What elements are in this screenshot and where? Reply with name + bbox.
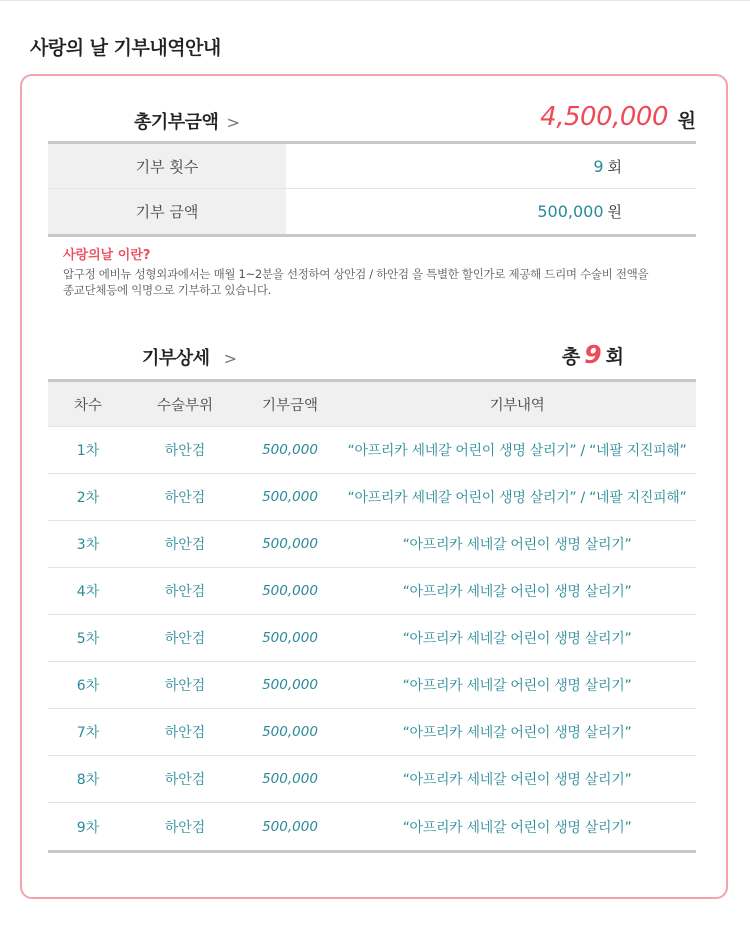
summary-row-amount	[48, 189, 696, 234]
cell-part: 하안검	[164, 772, 206, 788]
detail-label[interactable]	[142, 344, 236, 370]
cell-desc: “아프리카 세네갈 어린이 생명 살리기”	[402, 584, 632, 600]
cell-round: 4차	[76, 584, 100, 600]
detail-table	[48, 379, 696, 853]
donation-count-value: 9	[593, 156, 604, 176]
cell-amount: 500,000	[262, 818, 318, 835]
cell-round: 8차	[76, 772, 100, 788]
cell-part: 하안검	[164, 443, 206, 459]
summary-value	[286, 144, 696, 188]
cell-amount: 500,000	[262, 489, 318, 505]
cell-desc: “아프리카 세네갈 어린이 생명 살리기”	[402, 537, 632, 553]
detail-total-unit: 회	[605, 346, 624, 368]
table-row	[48, 756, 696, 803]
cell-amount: 500,000	[262, 677, 318, 693]
detail-total-count: 9	[584, 340, 602, 369]
table-row	[48, 615, 696, 662]
cell-round: 5차	[76, 631, 100, 647]
cell-part: 하안검	[164, 725, 206, 741]
detail-table-header	[48, 382, 696, 427]
cell-amount: 500,000	[262, 442, 318, 458]
cell-round: 7차	[76, 725, 100, 741]
cell-round: 9차	[76, 819, 100, 836]
detail-total	[562, 340, 624, 369]
donation-count-unit: 회	[607, 157, 622, 176]
summary-value	[286, 189, 696, 234]
detail-label-text: 기부상세	[142, 348, 210, 369]
cell-desc: “아프리카 세네갈 어린이 생명 살리기”	[402, 678, 632, 694]
total-donation-amount: 4,500,000	[540, 102, 668, 132]
chevron-right-icon[interactable]: >	[226, 113, 240, 132]
cell-amount: 500,000	[262, 630, 318, 646]
column-header-round: 차수	[73, 397, 102, 414]
table-row	[48, 427, 696, 474]
detail-header	[48, 338, 696, 378]
cell-round: 2차	[76, 490, 100, 506]
page-title: 사랑의 날 기부내역안내	[30, 37, 221, 59]
table-row	[48, 662, 696, 709]
detail-total-prefix: 총	[561, 346, 581, 368]
table-row	[48, 709, 696, 756]
cell-desc: “아프리카 세네갈 어린이 생명 살리기”	[402, 725, 632, 741]
column-header-amount: 기부금액	[261, 397, 319, 414]
table-row	[48, 474, 696, 521]
donation-amount-value: 500,000	[537, 202, 604, 221]
info-line-2: 종교단체등에 익명으로 기부하고 있습니다.	[63, 283, 271, 297]
cell-desc: “아프리카 세네갈 어린이 생명 살리기”	[402, 819, 632, 836]
cell-amount: 500,000	[262, 724, 318, 740]
info-title: 사랑의날 이란?	[63, 248, 151, 263]
column-header-part: 수술부위	[156, 397, 214, 414]
cell-desc: “아프리카 세네갈 어린이 생명 살리기” / “네팔 지진피해”	[347, 490, 687, 506]
info-section	[63, 244, 703, 298]
summary-table	[48, 141, 696, 237]
cell-part: 하안검	[164, 490, 206, 506]
table-row	[48, 521, 696, 568]
cell-desc: “아프리카 세네갈 어린이 생명 살리기” / “네팔 지진피해”	[347, 443, 687, 459]
summary-row-count	[48, 144, 696, 189]
cell-part: 하안검	[164, 819, 206, 836]
total-donation-label-text: 총기부금액	[134, 112, 219, 133]
donation-amount-unit: 원	[607, 203, 622, 221]
total-donation-unit: 원	[677, 110, 696, 132]
cell-desc: “아프리카 세네갈 어린이 생명 살리기”	[402, 772, 632, 788]
table-row	[48, 803, 696, 850]
chevron-right-icon[interactable]: >	[223, 349, 237, 368]
column-header-desc: 기부내역	[489, 397, 545, 414]
summary-key: 기부 횟수	[48, 144, 286, 188]
cell-round: 6차	[76, 678, 100, 694]
top-divider	[0, 0, 750, 1]
info-line-1: 압구정 에비뉴 성형외과에서는 매월 1~2분을 선정하여 상안검 / 하안검 을 특별한 할인가로 제공해 드리며 수술비 전액을	[63, 267, 649, 281]
table-row	[48, 568, 696, 615]
cell-part: 하안검	[164, 678, 206, 694]
cell-amount: 500,000	[262, 536, 318, 552]
cell-amount: 500,000	[262, 583, 318, 599]
cell-part: 하안검	[164, 537, 206, 553]
summary-key: 기부 금액	[48, 189, 286, 234]
cell-part: 하안검	[164, 631, 206, 647]
cell-round: 1차	[76, 443, 100, 459]
total-donation-amount-wrap	[436, 100, 696, 140]
cell-part: 하안검	[164, 584, 206, 600]
cell-round: 3차	[76, 537, 100, 553]
summary-header	[48, 100, 696, 140]
cell-desc: “아프리카 세네갈 어린이 생명 살리기”	[402, 631, 632, 647]
cell-amount: 500,000	[262, 771, 318, 787]
total-donation-label[interactable]	[134, 108, 239, 134]
